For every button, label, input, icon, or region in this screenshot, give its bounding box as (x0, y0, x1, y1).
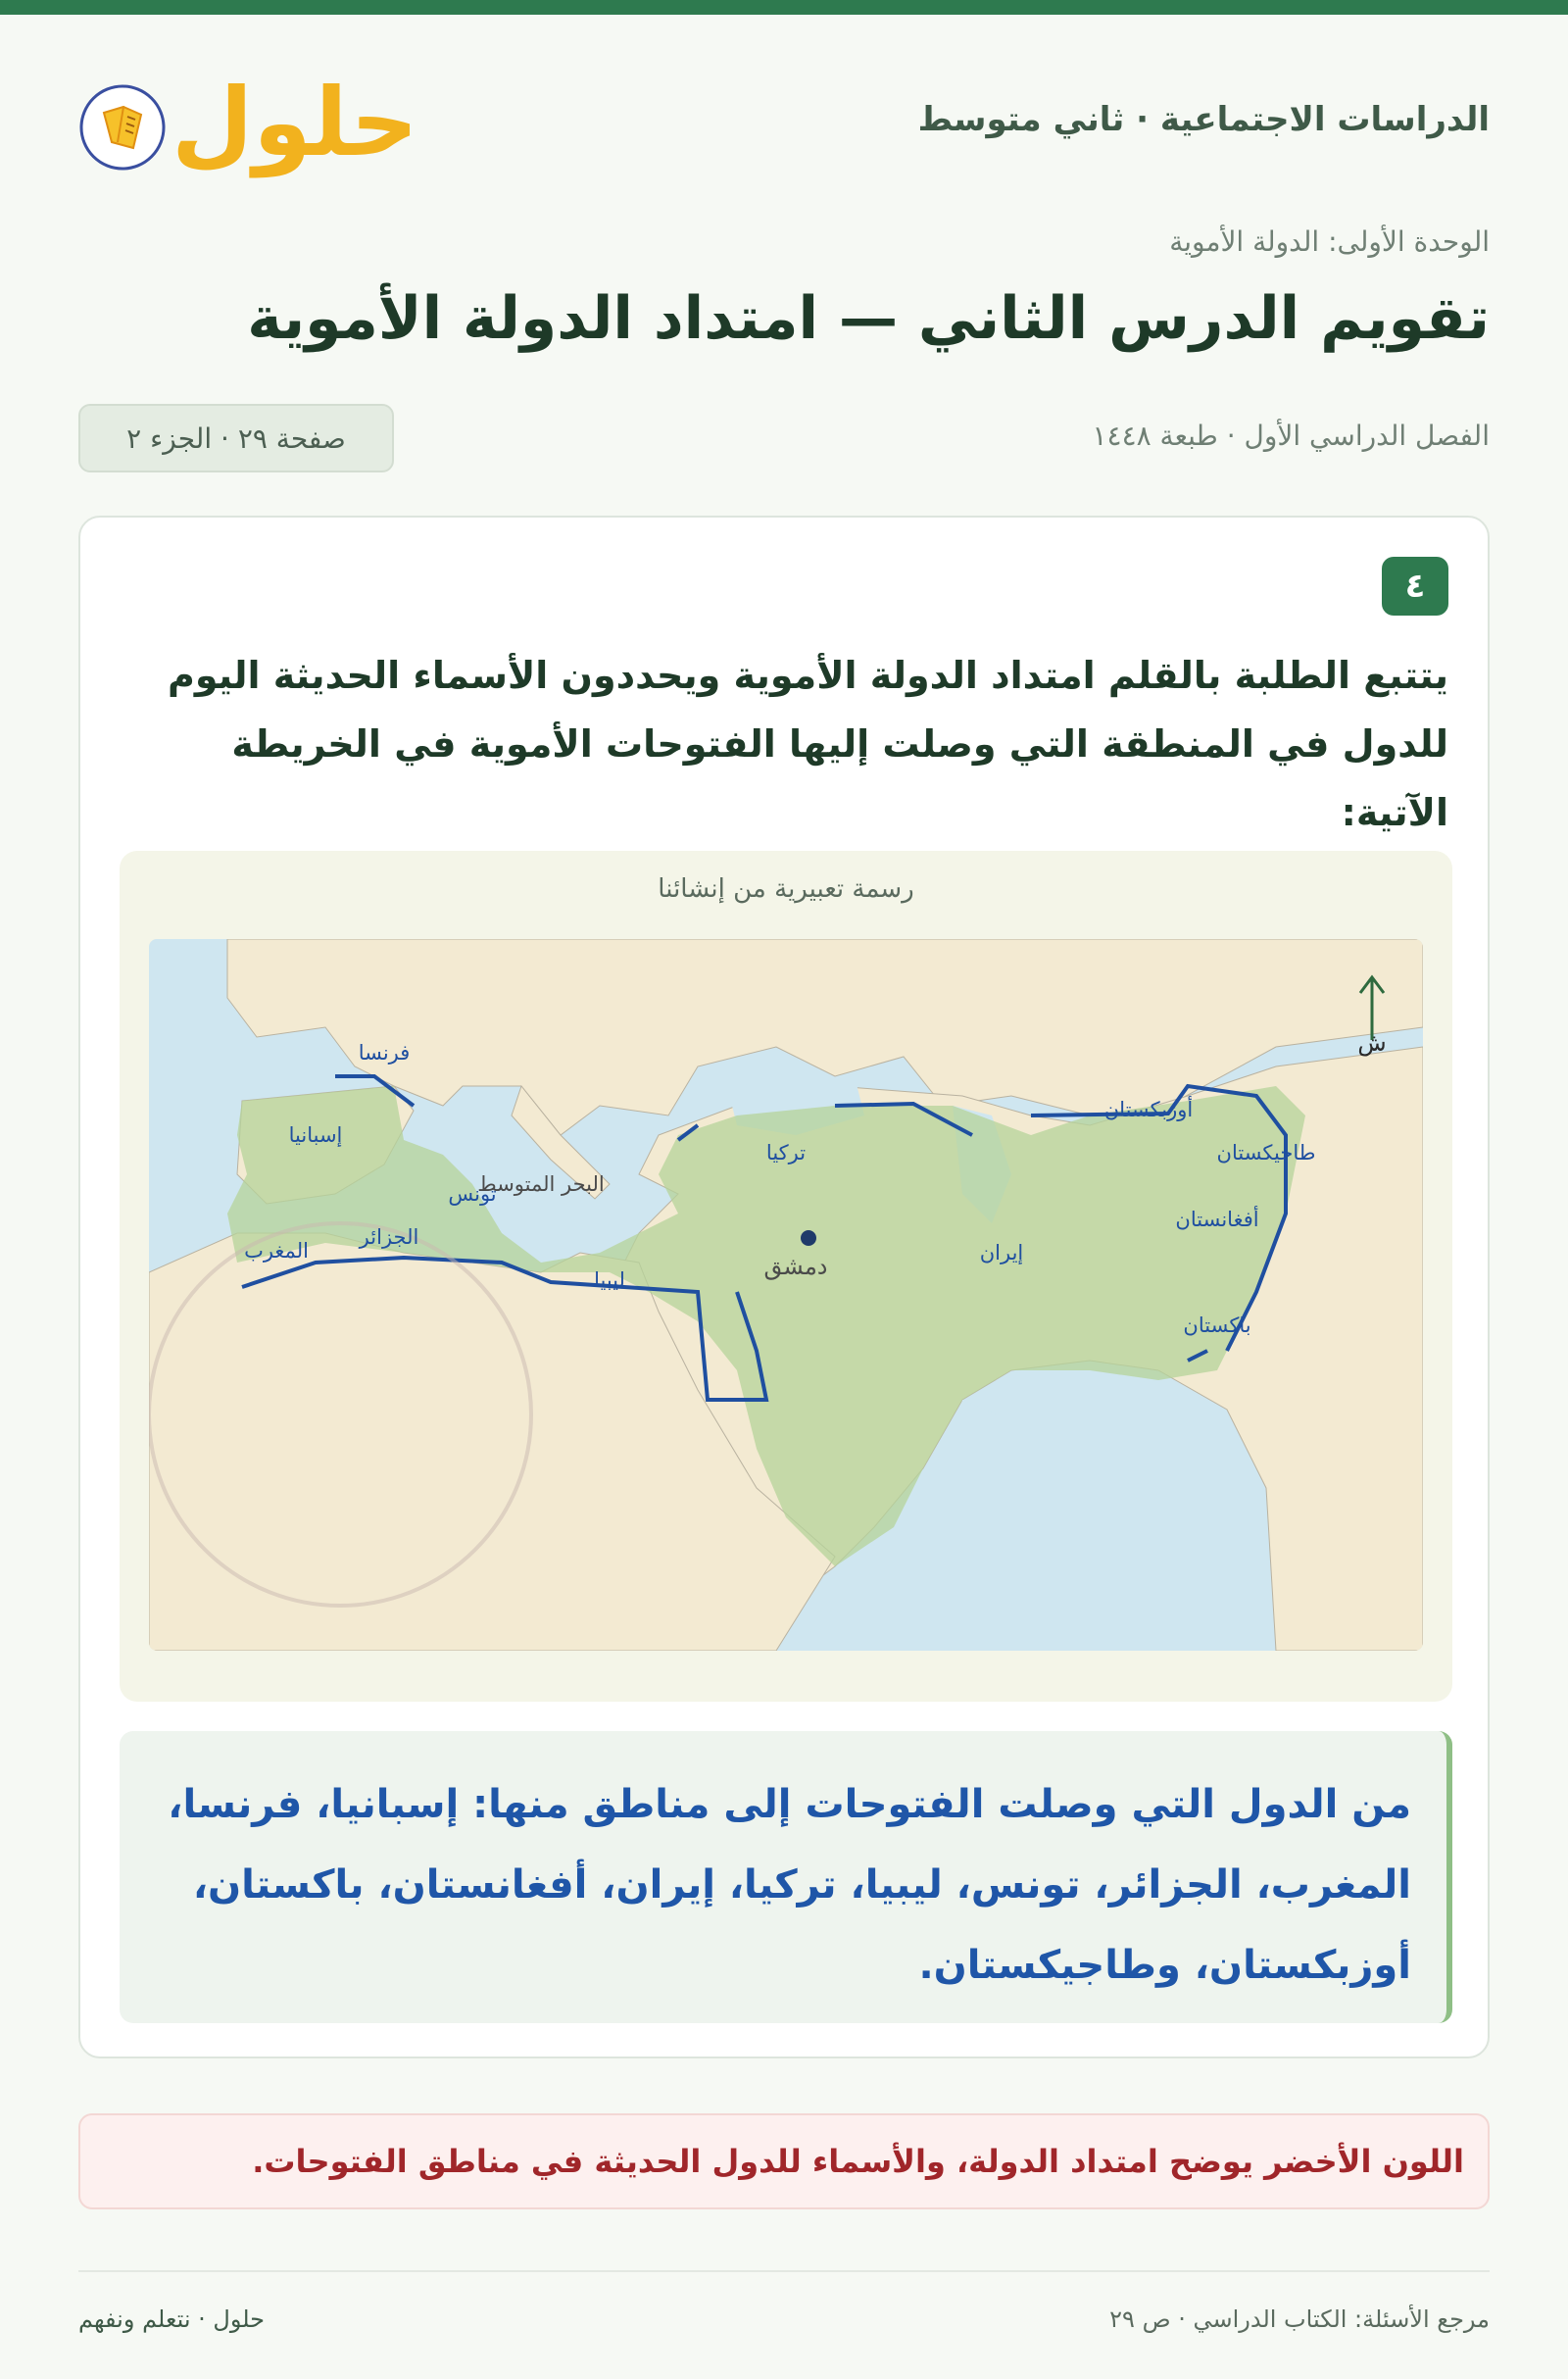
note-box (78, 2113, 1490, 2209)
map-graphic (149, 939, 1423, 1651)
map-label-afghanistan: أفغانستان (1175, 1208, 1259, 1231)
map-label-iran: إيران (979, 1241, 1024, 1264)
map-caption: رسمة تعبيرية من إنشائنا (658, 874, 914, 904)
question-card (78, 516, 1490, 2058)
page-header (78, 59, 1490, 186)
map-label-tunisia: تونس (448, 1182, 497, 1206)
map-label-pakistan: باكستان (1183, 1313, 1251, 1337)
map-panel (120, 851, 1452, 1702)
map-label-mediterranean: البحر المتوسط (477, 1172, 605, 1196)
note-text: اللون الأخضر يوضح امتداد الدولة، والأسماء للدول الحديثة في مناطق الفتوحات. (252, 2143, 1464, 2180)
question-number-badge: ٤ (1382, 557, 1448, 616)
footer-divider (78, 2270, 1490, 2272)
subject-title: الدراسات الاجتماعية · ثاني متوسط (917, 100, 1490, 139)
map-label-france: فرنسا (358, 1041, 411, 1065)
historical-map[interactable] (149, 939, 1423, 1651)
map-label-algeria: الجزائر (359, 1225, 419, 1249)
edition-label: الفصل الدراسي الأول · طبعة ١٤٤٨ (1092, 420, 1490, 452)
unit-label: الوحدة الأولى: الدولة الأموية (1169, 225, 1490, 258)
map-label-libya: ليبيا (594, 1268, 625, 1292)
answer-text: من الدول التي وصلت الفتوحات إلى مناطق منها: إسبانيا، فرنسا، المغرب، الجزائر، تونس، ليبيا، تركيا، إيران، أفغانستان، باكستان، أوزبكستان، وطاجيكستان. (168, 1782, 1411, 1988)
logo[interactable] (78, 64, 418, 181)
book-icon (78, 83, 167, 172)
top-accent-bar (0, 0, 1568, 15)
map-label-spain: إسبانيا (288, 1123, 343, 1147)
map-label-turkey: تركيا (765, 1141, 807, 1165)
map-label-damascus: دمشق (763, 1253, 828, 1280)
logo-wordmark: حلول (172, 68, 418, 177)
answer-box (120, 1731, 1452, 2023)
question-text: يتتبع الطلبة بالقلم امتداد الدولة الأموية ويحددون الأسماء الحديثة اليوم للدول في المنطقة التي وصلت إليها الفتوحات الأموية في الخريطة الآتية: (168, 654, 1448, 834)
footer-brand: حلول · نتعلم ونفهم (78, 2305, 265, 2333)
footer-reference: مرجع الأسئلة: الكتاب الدراسي · ص ٢٩ (1109, 2305, 1490, 2333)
map-label-uzbekistan: أوزبكستان (1103, 1098, 1194, 1121)
map-label-morocco: المغرب (244, 1239, 309, 1263)
page-title: تقويم الدرس الثاني — امتداد الدولة الأموية (247, 284, 1490, 353)
map-label-tajikistan: طاجيكستان (1216, 1141, 1316, 1165)
location-dot-icon (801, 1230, 816, 1246)
page-badge: صفحة ٢٩ · الجزء ٢ (78, 404, 394, 472)
north-label: ش (1357, 1029, 1387, 1057)
